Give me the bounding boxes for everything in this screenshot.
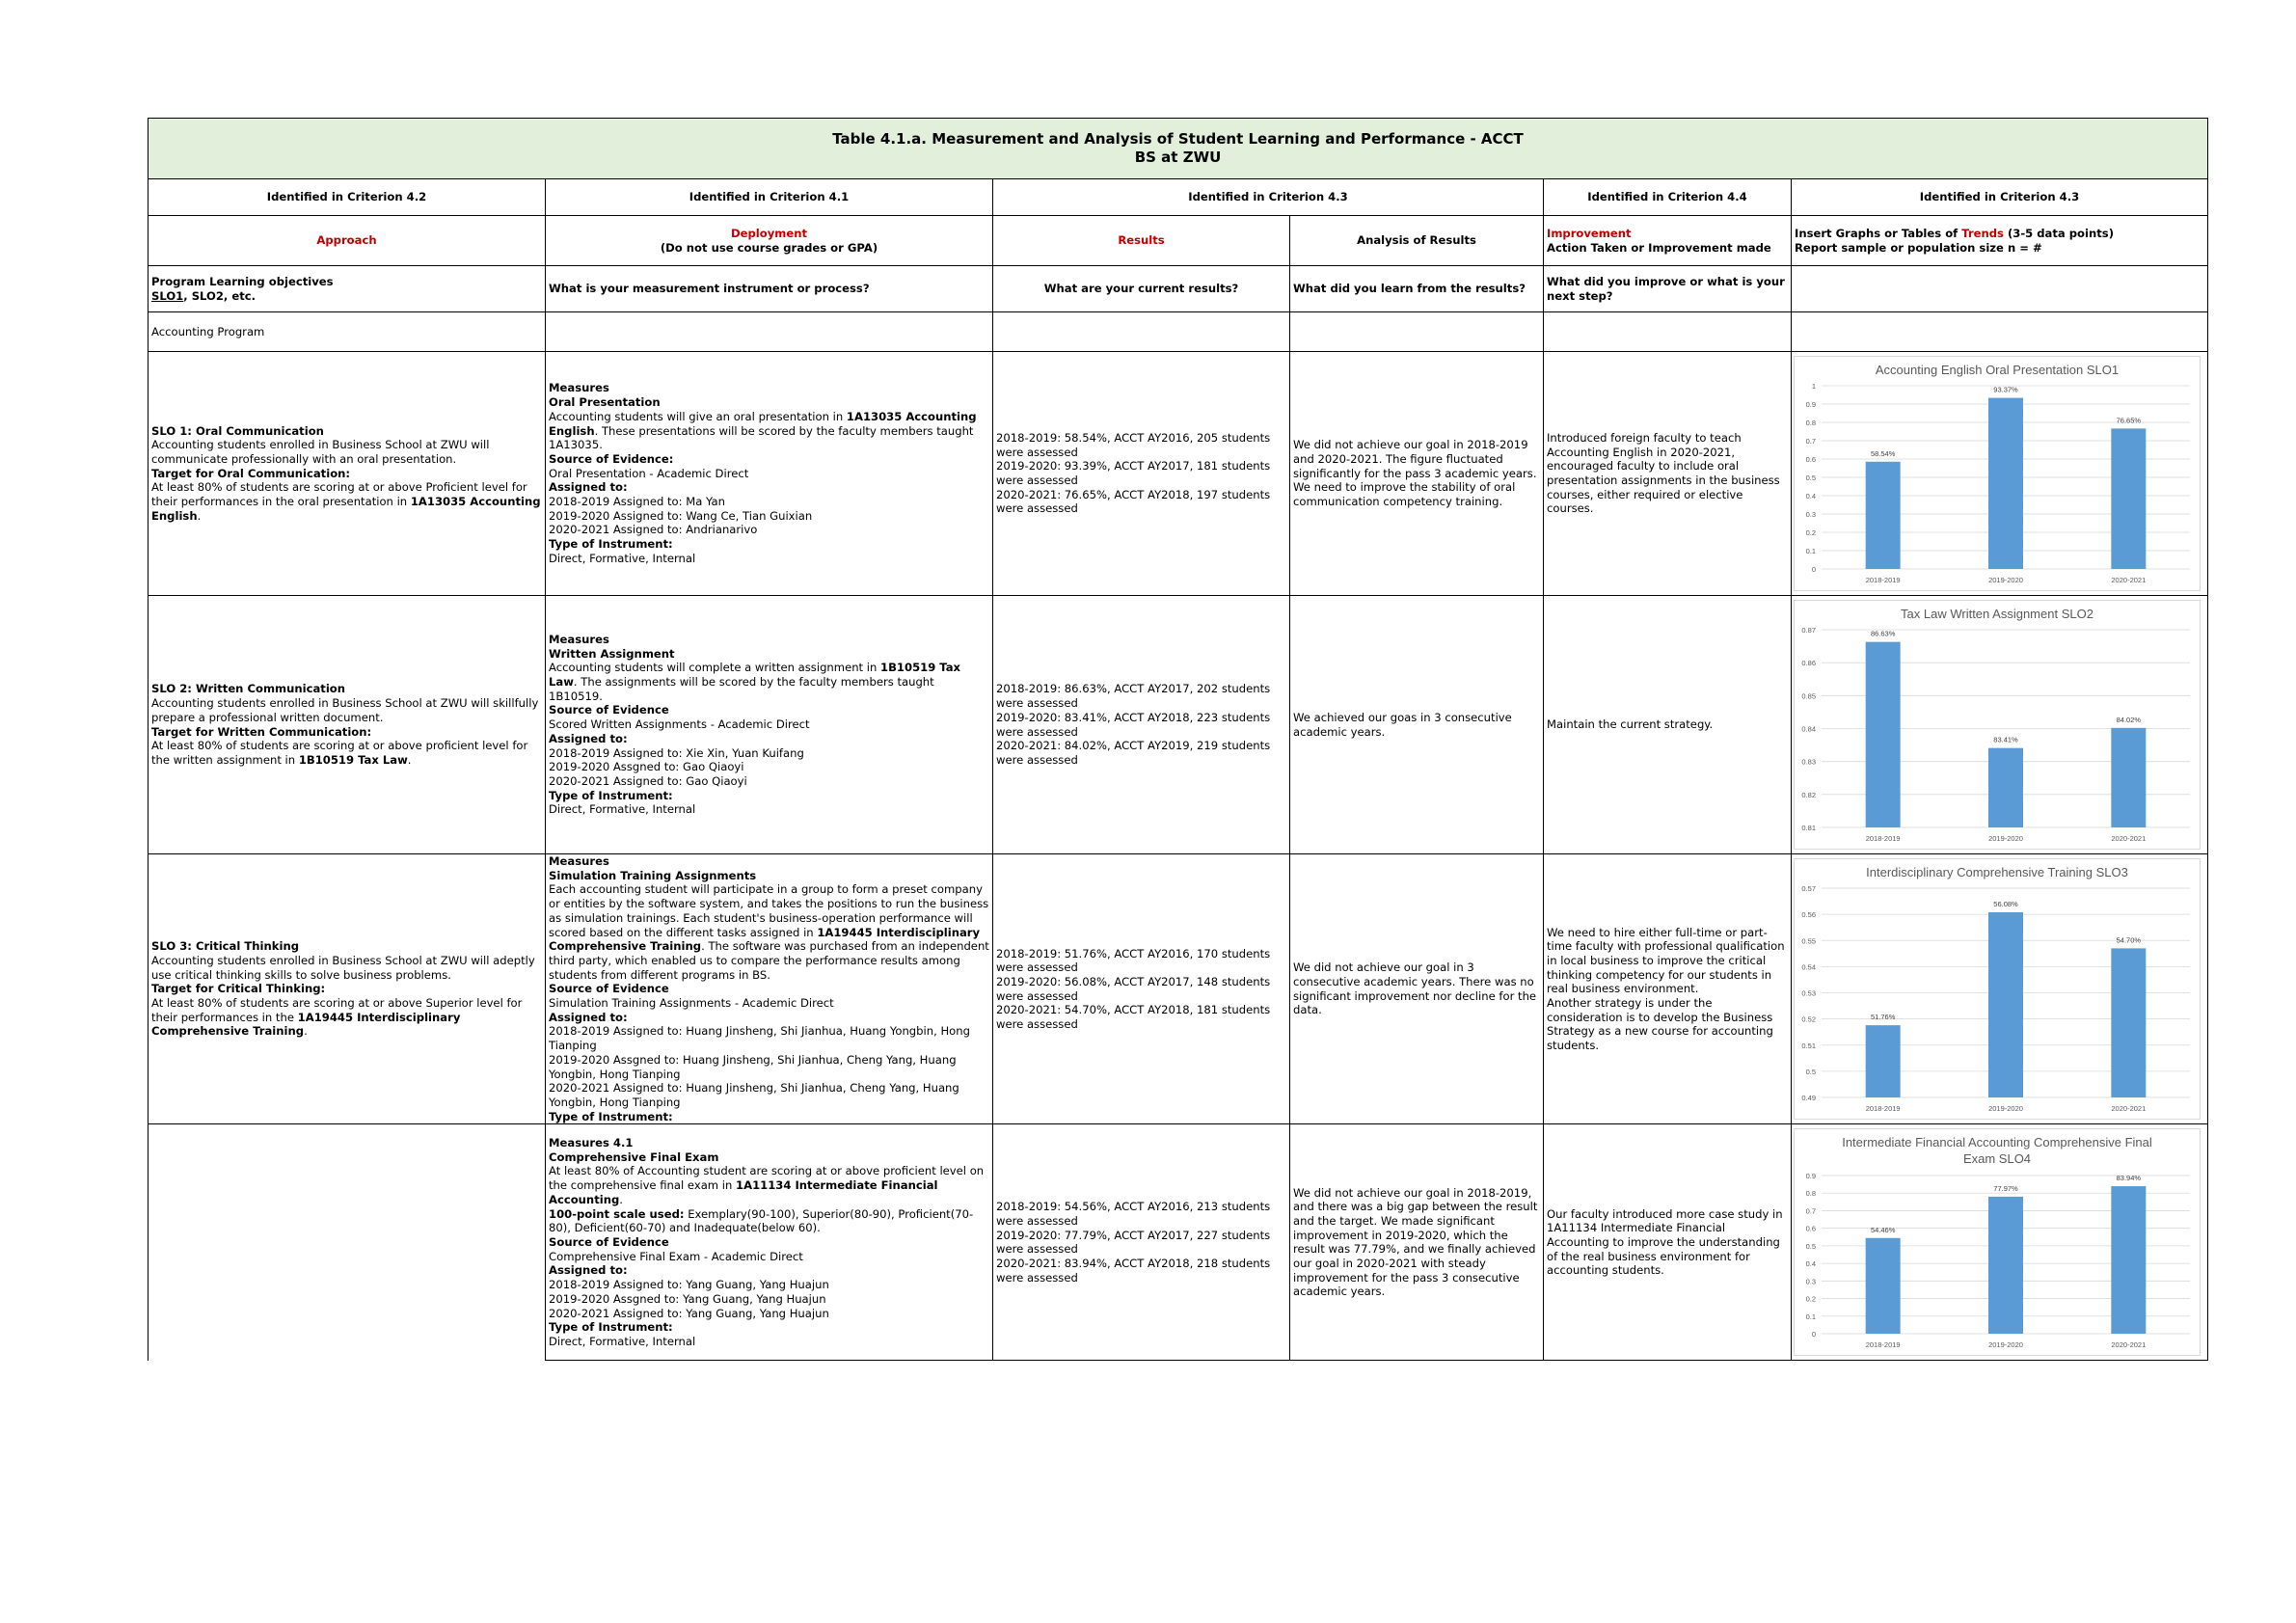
assigned-label: Assigned to: xyxy=(549,480,628,495)
measures-label: Measures xyxy=(549,381,609,395)
assigned-item: 2020-2021 Assigned to: Huang Jinsheng, Shi Jianhua, Cheng Yang, Huang Yongbin, Hong Tianping xyxy=(549,1081,959,1109)
header-deployment-label: Deployment xyxy=(730,226,808,240)
header-graphs-line2: Report sample or population size n = # xyxy=(1795,240,2042,255)
measure-name: Written Assignment xyxy=(549,646,675,661)
chart-data-label: 54.70% xyxy=(2116,935,2142,945)
analysis-cell: We did not achieve our goal in 3 consecutive academic years. There was no significant improvement nor decline for the data. xyxy=(1290,854,1544,1124)
header-graphs-pre: Insert Graphs or Tables of xyxy=(1795,226,1962,240)
improvement-text: Our faculty introduced more case study in 1A11134 Intermediate Financial Accounting to improve the understanding of the real business environment for accounting students. xyxy=(1547,1206,1783,1278)
slo-title: SLO 3: Critical Thinking xyxy=(151,939,300,954)
instrument-type-value: Direct, Formative, Internal xyxy=(549,551,696,565)
improvement-text: We need to hire either full-time or part-time faculty with professional qualification in local business to improve the critical thinking competency for our students in real business environment. xyxy=(1547,925,1785,996)
measures-label: Measures 4.1 xyxy=(549,1136,634,1150)
chart-xtick-label: 2019-2020 xyxy=(1988,1340,2023,1350)
improvement-cell xyxy=(1544,352,1792,596)
chart-xtick-label: 2019-2020 xyxy=(1988,1104,2023,1114)
improvement-cell xyxy=(1544,1124,1792,1361)
chart-ytick-label: 0.6 xyxy=(1805,455,1816,464)
chart-data-label: 84.02% xyxy=(2116,715,2142,724)
chart-cell xyxy=(1792,854,2208,1124)
chart-ytick-label: 0.4 xyxy=(1805,1259,1816,1269)
criterion-improvement: Identified in Criterion 4.4 xyxy=(1544,179,1792,216)
source-label: Source of Evidence xyxy=(549,1235,669,1249)
measure-course: 1B10519 Tax Law xyxy=(549,661,961,690)
target-course: 1A13035 Accounting English xyxy=(151,495,541,523)
assigned-item: 2020-2021 Assigned to: Gao Qiaoyi xyxy=(549,773,747,788)
chart-xtick-label: 2018-2019 xyxy=(1865,1340,1901,1350)
target-course: 1A19445 Interdisciplinary Comprehensive Training xyxy=(151,1010,461,1039)
chart-ytick-label: 0.86 xyxy=(1801,659,1816,668)
approach-cell xyxy=(149,352,546,596)
criterion-graphs: Identified in Criterion 4.3 xyxy=(1792,179,2208,216)
chart-bar xyxy=(1988,398,2023,569)
chart-ytick-label: 0.5 xyxy=(1805,1068,1816,1077)
chart-title: Intermediate Financial Accounting Comprehensive Final xyxy=(1842,1135,2152,1150)
criterion-deployment: Identified in Criterion 4.1 xyxy=(546,179,993,216)
approach-cell xyxy=(149,1124,546,1361)
source-label: Source of Evidence xyxy=(549,703,669,717)
header-improvement-label: Improvement xyxy=(1547,226,1632,240)
criterion-results: Identified in Criterion 4.3 xyxy=(993,179,1544,216)
header-results: Results xyxy=(993,216,1290,266)
chart-ytick-label: 0.8 xyxy=(1805,1189,1816,1199)
chart-ytick-label: 0.8 xyxy=(1805,419,1816,427)
chart-cell xyxy=(1792,1124,2208,1361)
chart-data-label: 83.41% xyxy=(1993,735,2018,744)
header-graphs-trends: Trends xyxy=(1961,226,2004,240)
header-row xyxy=(149,216,2208,266)
slo-description: Accounting students enrolled in Business School at ZWU will adeptly use critical thinking skills to solve business problems. xyxy=(151,953,535,982)
header-improvement xyxy=(1544,216,1792,266)
chart-ytick-label: 0.55 xyxy=(1801,936,1816,946)
chart-xtick-label: 2018-2019 xyxy=(1865,1104,1901,1114)
measure-text-end: . The software was purchased from an independent third party, which enabled us to compare the performance results among students from different programs in BS. xyxy=(549,939,989,982)
measure-course: 1A19445 Interdisciplinary Comprehensive Training xyxy=(549,925,981,954)
chart-ytick-label: 0.82 xyxy=(1801,790,1816,799)
analysis-cell: We achieved our goas in 3 consecutive academic years. xyxy=(1290,596,1544,854)
deployment-cell xyxy=(546,854,993,1124)
improvement-cell xyxy=(1544,854,1792,1124)
chart-bar xyxy=(2111,949,2146,1098)
assigned-item: 2019-2020 Assgned to: Huang Jinsheng, Shi Jianhua, Cheng Yang, Huang Yongbin, Hong Tianping xyxy=(549,1052,957,1081)
chart-ytick-label: 0.7 xyxy=(1805,1206,1816,1216)
chart-ytick-label: 0.52 xyxy=(1801,1014,1816,1024)
target-end: . xyxy=(407,752,412,767)
table-row xyxy=(149,352,2208,596)
assigned-label: Assigned to: xyxy=(549,731,628,745)
slo-description: Accounting students enrolled in Business School at ZWU will skillfully prepare a professional written document. xyxy=(151,696,539,724)
slo-title: SLO 1: Oral Communication xyxy=(151,423,324,438)
chart-bar xyxy=(1988,912,2023,1097)
chart-svg xyxy=(1795,357,2200,590)
source-value: Scored Written Assignments - Academic Direct xyxy=(549,717,810,732)
target-text: At least 80% of students are scoring at or above proficient level for the written assignment in xyxy=(151,739,528,767)
results-cell xyxy=(993,1124,1290,1361)
chart-xtick-label: 2020-2021 xyxy=(2111,576,2147,584)
chart-data-label: 56.08% xyxy=(1993,900,2018,909)
header-approach: Approach xyxy=(149,216,546,266)
source-value: Comprehensive Final Exam - Academic Direct xyxy=(549,1249,803,1263)
improvement-text: Maintain the current strategy. xyxy=(1547,717,1714,732)
source-label: Source of Evidence: xyxy=(549,451,674,466)
measure-text-end: . xyxy=(619,1192,623,1206)
chart-ytick-label: 0.83 xyxy=(1801,757,1816,767)
target-title: Target for Written Communication: xyxy=(151,724,372,739)
assigned-item: 2019-2020 Assigned to: Wang Ce, Tian Guixian xyxy=(549,508,813,523)
chart-slo3 xyxy=(1794,858,2201,1120)
assigned-item: 2018-2019 Assigned to: Xie Xin, Yuan Kuifang xyxy=(549,745,804,760)
results-cell xyxy=(993,854,1290,1124)
chart-ytick-label: 0.51 xyxy=(1801,1041,1816,1050)
chart-title: Tax Law Written Assignment SLO2 xyxy=(1901,607,2093,621)
analysis-cell: We did not achieve our goal in 2018-2019 and 2020-2021. The figure fluctuated significantly for the pass 3 academic years. We need to improve the stability of oral communication competency training. xyxy=(1290,352,1544,596)
chart-svg xyxy=(1795,1129,2200,1355)
program-row xyxy=(149,312,2208,352)
chart-title-line2: Exam SLO4 xyxy=(1962,1151,2032,1167)
chart-data-label: 76.65% xyxy=(2116,416,2142,425)
chart-xtick-label: 2020-2021 xyxy=(2111,834,2147,843)
instrument-type-label: Type of Instrument: xyxy=(549,537,673,552)
measure-text: At least 80% of Accounting student are scoring at or above proficient level on the comprehensive final exam in xyxy=(549,1164,985,1193)
result-line: 2020-2021: 54.70%, ACCT AY2018, 181 students were assessed xyxy=(996,1003,1271,1032)
measure-name: Oral Presentation xyxy=(549,395,661,410)
chart-svg xyxy=(1795,859,2200,1119)
assigned-label: Assigned to: xyxy=(549,1010,628,1024)
chart-xtick-label: 2018-2019 xyxy=(1865,576,1901,584)
chart-ytick-label: 0.85 xyxy=(1801,691,1816,701)
header-graphs xyxy=(1792,216,2208,266)
instrument-type-value: Direct, Formative, Internal xyxy=(549,802,696,817)
chart-ytick-label: 0.6 xyxy=(1805,1225,1816,1234)
chart-ytick-label: 0.1 xyxy=(1805,547,1816,555)
slo-description: Accounting students enrolled in Business School at ZWU will communicate professionally with an oral presentation. xyxy=(151,438,490,466)
table-row xyxy=(149,596,2208,854)
scale-value: Exemplary(90-100), Superior(80-90), Proficient(70-80), Deficient(60-70) and Inadequate(below 60). xyxy=(549,1206,974,1235)
chart-xtick-label: 2018-2019 xyxy=(1865,834,1901,843)
header-analysis: Analysis of Results xyxy=(1290,216,1544,266)
chart-ytick-label: 0 xyxy=(1811,565,1816,574)
result-line: 2018-2019: 51.76%, ACCT AY2016, 170 students were assessed xyxy=(996,946,1271,975)
assessment-table xyxy=(148,118,2208,1361)
assigned-item: 2019-2020 Assgned to: Yang Guang, Yang Huajun xyxy=(549,1291,826,1306)
approach-cell xyxy=(149,854,546,1124)
chart-ytick-label: 0.87 xyxy=(1801,626,1816,635)
results-cell xyxy=(993,596,1290,854)
chart-data-label: 58.54% xyxy=(1870,448,1896,458)
result-line: 2018-2019: 58.54%, ACCT AY2016, 205 students were assessed xyxy=(996,430,1271,459)
measure-course: 1A13035 Accounting English xyxy=(549,409,977,438)
analysis-cell: We did not achieve our goal in 2018-2019, and there was a big gap between the result and the target. We made significant improvement in 2019-2020, which the result was 77.79%, and we finally achieved our goal in 2020-2021 with steady improvement for the pass 3 consecutive academic years. xyxy=(1290,1124,1544,1361)
assigned-item: 2020-2021 Assigned to: Andrianarivo xyxy=(549,523,758,537)
chart-bar xyxy=(2111,728,2146,827)
instrument-type-value: Direct, Formative, Internal xyxy=(549,1334,696,1348)
improvement-cell xyxy=(1544,596,1792,854)
question-instrument: What is your measurement instrument or process? xyxy=(546,266,993,312)
chart-data-label: 86.63% xyxy=(1870,629,1896,638)
chart-ytick-label: 0.9 xyxy=(1805,400,1816,409)
chart-ytick-label: 0.5 xyxy=(1805,473,1816,482)
chart-ytick-label: 0.53 xyxy=(1801,988,1816,998)
chart-data-label: 54.46% xyxy=(1870,1226,1896,1235)
chart-bar xyxy=(1866,462,1901,569)
chart-xtick-label: 2019-2020 xyxy=(1988,834,2023,843)
table-title-line2: BS at ZWU xyxy=(1134,149,1222,166)
chart-xtick-label: 2020-2021 xyxy=(2111,1340,2147,1350)
chart-cell xyxy=(1792,596,2208,854)
measure-name: Simulation Training Assignments xyxy=(549,868,757,882)
chart-cell xyxy=(1792,352,2208,596)
instrument-type-label: Type of Instrument: xyxy=(549,1320,673,1335)
instrument-type-label: Type of Instrument: xyxy=(549,788,673,802)
assigned-item: 2018-2019 Assigned to: Yang Guang, Yang Huajun xyxy=(549,1278,829,1292)
chart-data-label: 93.37% xyxy=(1993,385,2018,394)
deployment-cell xyxy=(546,1124,993,1361)
measures-label: Measures xyxy=(549,632,609,646)
instrument-type-label: Type of Instrument: xyxy=(549,1109,673,1123)
header-deployment-note: (Do not use course grades or GPA) xyxy=(660,240,878,255)
chart-ytick-label: 0.5 xyxy=(1805,1242,1816,1252)
question-improve: What did you improve or what is your next step? xyxy=(1544,266,1792,312)
header-graphs-post: (3-5 data points) xyxy=(2003,226,2114,240)
result-line: 2020-2021: 83.94%, ACCT AY2018, 218 students were assessed xyxy=(996,1257,1271,1285)
chart-ytick-label: 0.3 xyxy=(1805,1277,1816,1286)
table-title-line1: Table 4.1.a. Measurement and Analysis of Student Learning and Performance - ACCT xyxy=(832,130,1524,148)
improvement-text: Introduced foreign faculty to teach Accounting English in 2020-2021, encouraged faculty to include oral presentation assignments in the business courses, either required or elective courses. xyxy=(1547,430,1780,516)
question-current: What are your current results? xyxy=(993,266,1290,312)
chart-ytick-label: 0.81 xyxy=(1801,824,1816,832)
improvement-text: Another strategy is under the consideration is to develop the Business Strategy as a new course for accounting students. xyxy=(1547,996,1773,1053)
deployment-cell xyxy=(546,596,993,854)
question-objectives xyxy=(149,266,546,312)
scale-label: 100-point scale used: xyxy=(549,1206,685,1221)
title-row xyxy=(149,119,2208,179)
chart-ytick-label: 0 xyxy=(1811,1330,1816,1339)
chart-bar xyxy=(1866,1238,1901,1334)
measures-label: Measures xyxy=(549,854,609,868)
chart-bar xyxy=(1866,642,1901,827)
chart-bar xyxy=(2111,1186,2146,1334)
criterion-approach: Identified in Criterion 4.2 xyxy=(149,179,546,216)
assigned-item: 2020-2021 Assigned to: Yang Guang, Yang Huajun xyxy=(549,1306,829,1320)
assigned-item: 2018-2019 Assigned to: Huang Jinsheng, Shi Jianhua, Huang Yongbin, Hong Tianping xyxy=(549,1024,970,1053)
chart-ytick-label: 0.9 xyxy=(1805,1172,1816,1181)
chart-ytick-label: 0.54 xyxy=(1801,962,1816,972)
header-improvement-note: Action Taken or Improvement made xyxy=(1547,240,1771,255)
chart-bar xyxy=(1988,1197,2023,1334)
chart-slo2 xyxy=(1794,600,2201,850)
target-course: 1B10519 Tax Law xyxy=(298,752,408,767)
chart-data-label: 51.76% xyxy=(1870,1013,1896,1022)
assigned-label: Assigned to: xyxy=(549,1263,628,1278)
question-objectives-rest: , SLO2, etc. xyxy=(183,288,257,303)
measure-course: 1A11134 Intermediate Financial Accounting xyxy=(549,1178,938,1206)
chart-svg xyxy=(1795,601,2200,849)
results-cell xyxy=(993,352,1290,596)
question-objectives-slo1: SLO1 xyxy=(151,288,184,303)
chart-title: Interdisciplinary Comprehensive Training SLO3 xyxy=(1866,865,2128,880)
slo-title: SLO 2: Written Communication xyxy=(151,682,346,696)
source-value: Oral Presentation - Academic Direct xyxy=(549,466,749,480)
result-line: 2018-2019: 86.63%, ACCT AY2017, 202 students were assessed xyxy=(996,682,1271,711)
assigned-item: 2019-2020 Assgned to: Gao Qiaoyi xyxy=(549,760,744,774)
result-line: 2020-2021: 84.02%, ACCT AY2019, 219 students were assessed xyxy=(996,739,1271,767)
chart-ytick-label: 0.1 xyxy=(1805,1312,1816,1322)
target-title: Target for Oral Communication: xyxy=(151,466,351,480)
target-text: At least 80% of students are scoring at or above Proficient level for their performances in the oral presentation in xyxy=(151,480,527,509)
chart-ytick-label: 1 xyxy=(1811,382,1816,391)
chart-title: Accounting English Oral Presentation SLO1 xyxy=(1875,363,2120,377)
chart-ytick-label: 0.2 xyxy=(1805,1294,1816,1304)
result-line: 2020-2021: 76.65%, ACCT AY2018, 197 students were assessed xyxy=(996,487,1271,516)
question-row xyxy=(149,266,2208,312)
deployment-cell xyxy=(546,352,993,596)
chart-ytick-label: 0.49 xyxy=(1801,1094,1816,1103)
table-title xyxy=(149,119,2208,179)
measure-text: Accounting students will give an oral presentation in xyxy=(549,409,847,423)
chart-xtick-label: 2020-2021 xyxy=(2111,1104,2147,1114)
approach-cell xyxy=(149,596,546,854)
chart-ytick-label: 0.2 xyxy=(1805,528,1816,537)
chart-ytick-label: 0.56 xyxy=(1801,910,1816,920)
measure-text-end: . These presentations will be scored by the faculty members taught 1A13035. xyxy=(549,423,974,452)
chart-bar xyxy=(1988,748,2023,827)
chart-xtick-label: 2019-2020 xyxy=(1988,576,2023,584)
chart-bar xyxy=(2111,428,2146,569)
source-value: Simulation Training Assignments - Academic Direct xyxy=(549,996,834,1011)
result-line: 2019-2020: 56.08%, ACCT AY2017, 148 students were assessed xyxy=(996,974,1271,1003)
table-row xyxy=(149,854,2208,1124)
measure-name: Comprehensive Final Exam xyxy=(549,1150,719,1164)
chart-ytick-label: 0.7 xyxy=(1805,437,1816,446)
chart-data-label: 83.94% xyxy=(2116,1174,2142,1183)
chart-slo1 xyxy=(1794,356,2201,591)
target-title: Target for Critical Thinking: xyxy=(151,982,326,996)
chart-data-label: 77.97% xyxy=(1993,1184,2018,1194)
question-learn: What did you learn from the results? xyxy=(1290,266,1544,312)
assigned-item: 2018-2019 Assigned to: Ma Yan xyxy=(549,495,725,509)
measure-text: Accounting students will complete a written assignment in xyxy=(549,661,881,675)
chart-bar xyxy=(1866,1025,1901,1097)
question-empty xyxy=(1792,266,2208,312)
table-row xyxy=(149,1124,2208,1361)
target-end: . xyxy=(197,508,202,523)
result-line: 2018-2019: 54.56%, ACCT AY2016, 213 students were assessed xyxy=(996,1200,1271,1228)
chart-ytick-label: 0.4 xyxy=(1805,492,1816,500)
program-name: Accounting Program xyxy=(149,312,546,352)
chart-ytick-label: 0.3 xyxy=(1805,510,1816,519)
source-label: Source of Evidence xyxy=(549,982,669,996)
target-text: At least 80% of students are scoring at or above Superior level for their performances in the xyxy=(151,996,523,1024)
criteria-row xyxy=(149,179,2208,216)
result-line: 2019-2020: 77.79%, ACCT AY2017, 227 students were assessed xyxy=(996,1228,1271,1257)
chart-slo4 xyxy=(1794,1128,2201,1356)
header-deployment xyxy=(546,216,993,266)
chart-ytick-label: 0.84 xyxy=(1801,724,1816,734)
measure-text-end: . The assignments will be scored by the faculty members taught 1B10519. xyxy=(549,675,934,703)
measure-text: Each accounting student will participate in a group to form a preset company or entities by the software system, and takes the positions to run the business as simulation trainings. Each student's business-operation performance will scored based on the different tasks assigned in xyxy=(549,882,989,939)
question-objectives-line1: Program Learning objectives xyxy=(151,274,334,288)
result-line: 2019-2020: 83.41%, ACCT AY2018, 223 students were assessed xyxy=(996,710,1271,739)
target-end: . xyxy=(304,1024,308,1039)
chart-ytick-label: 0.57 xyxy=(1801,884,1816,894)
result-line: 2019-2020: 93.39%, ACCT AY2017, 181 students were assessed xyxy=(996,459,1271,487)
